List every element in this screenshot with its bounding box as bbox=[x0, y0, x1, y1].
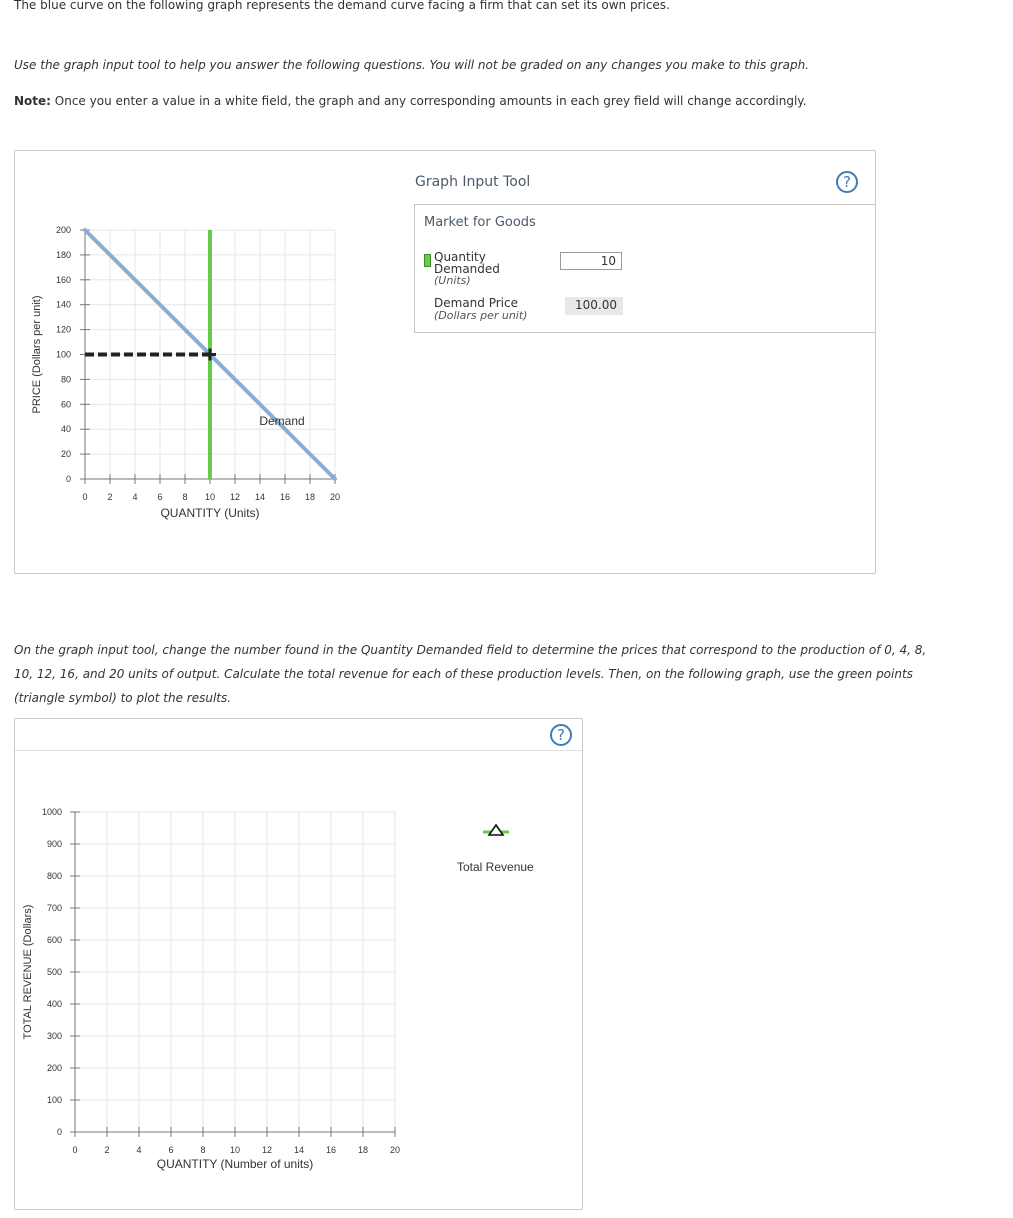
note-text bbox=[14, 94, 807, 108]
graph-input-tool-title: Graph Input Tool bbox=[415, 174, 531, 190]
demand-graph-panel bbox=[14, 150, 876, 574]
quantity-swatch bbox=[424, 254, 431, 267]
market-for-goods-box bbox=[414, 204, 876, 333]
y-tick-label: 400 bbox=[46, 999, 62, 1009]
x-tick-label: 18 bbox=[357, 1145, 369, 1155]
x-tick-label: 14 bbox=[254, 492, 266, 502]
y-tick-label: 1000 bbox=[41, 807, 62, 817]
demand-chart[interactable] bbox=[15, 151, 410, 561]
intro-text: The blue curve on the following graph represents the demand curve facing a firm that can set its own prices. bbox=[14, 0, 670, 12]
y-axis-label: TOTAL REVENUE (Dollars) bbox=[22, 904, 34, 1040]
total-revenue-tool-icon[interactable] bbox=[481, 823, 511, 839]
y-tick-label: 200 bbox=[55, 225, 71, 235]
y-tick-label: 700 bbox=[46, 903, 62, 913]
x-tick-label: 16 bbox=[279, 492, 291, 502]
question-text: On the graph input tool, change the number found in the Quantity Demanded field to determine the prices that correspond to the production of 0, 4, 8, 10, 12, 16, and 20 units of output. Calculate the total revenue for each of these production levels. Then, on the following graph, use the green points (triangle symbol) to plot the results. bbox=[14, 643, 927, 705]
x-axis-label: QUANTITY (Number of units) bbox=[156, 1157, 314, 1171]
x-tick-label: 12 bbox=[261, 1145, 273, 1155]
quantity-demanded-input[interactable] bbox=[560, 252, 622, 270]
x-tick-label: 4 bbox=[136, 1145, 142, 1155]
y-tick-label: 800 bbox=[46, 871, 62, 881]
x-tick-label: 14 bbox=[293, 1145, 305, 1155]
quantity-unit: (Units) bbox=[434, 274, 471, 287]
x-tick-label: 6 bbox=[168, 1145, 174, 1155]
x-tick-label: 4 bbox=[132, 492, 138, 502]
y-tick-label: 20 bbox=[60, 449, 71, 460]
x-tick-label: 0 bbox=[82, 492, 88, 502]
demand-price-label: Demand Price bbox=[434, 296, 518, 310]
y-tick-label: 100 bbox=[55, 349, 71, 360]
demand-price-unit: (Dollars per unit) bbox=[434, 309, 528, 322]
y-tick-label: 100 bbox=[46, 1095, 62, 1105]
quantity-label-line1: Quantity bbox=[434, 250, 486, 264]
x-tick-label: 16 bbox=[325, 1145, 337, 1155]
x-tick-label: 20 bbox=[389, 1145, 401, 1155]
total-revenue-label: Total Revenue bbox=[457, 860, 534, 874]
help-icon[interactable]: ? bbox=[550, 724, 572, 746]
x-tick-label: 2 bbox=[104, 1145, 110, 1155]
help-icon[interactable]: ? bbox=[836, 171, 858, 193]
y-tick-label: 200 bbox=[46, 1063, 62, 1073]
x-tick-label: 0 bbox=[72, 1145, 78, 1155]
market-title: Market for Goods bbox=[424, 215, 536, 230]
demand-curve-label: Demand bbox=[259, 414, 305, 429]
y-tick-label: 600 bbox=[46, 935, 62, 945]
y-tick-label: 300 bbox=[46, 1031, 62, 1041]
x-tick-label: 2 bbox=[107, 492, 113, 502]
x-tick-label: 12 bbox=[229, 492, 241, 502]
revenue-graph-panel bbox=[14, 718, 583, 1210]
y-tick-label: 140 bbox=[55, 299, 71, 310]
revenue-chart[interactable] bbox=[15, 719, 415, 1189]
x-axis-label: QUANTITY (Units) bbox=[160, 506, 260, 520]
x-tick-label: 20 bbox=[329, 492, 341, 502]
y-tick-label: 900 bbox=[46, 839, 62, 849]
y-tick-label: 0 bbox=[56, 1127, 62, 1137]
quantity-label-line2: Demanded bbox=[434, 262, 500, 276]
x-tick-label: 10 bbox=[229, 1145, 241, 1155]
y-tick-label: 40 bbox=[60, 424, 71, 435]
note-body: Once you enter a value in a white field, the graph and any corresponding amounts in each grey field will change accordingly. bbox=[50, 94, 807, 108]
y-tick-label: 180 bbox=[55, 249, 71, 260]
demand-price-value: 100.00 bbox=[565, 297, 623, 315]
y-axis-label: PRICE (Dollars per unit) bbox=[31, 295, 43, 414]
y-tick-label: 60 bbox=[60, 399, 71, 410]
x-tick-label: 10 bbox=[204, 492, 216, 502]
x-tick-label: 18 bbox=[304, 492, 316, 502]
triangle-icon bbox=[489, 825, 503, 835]
y-tick-label: 0 bbox=[65, 474, 71, 484]
instruction-text: Use the graph input tool to help you answer the following questions. You will not be graded on any changes you make to this graph. bbox=[14, 58, 809, 72]
x-tick-label: 6 bbox=[157, 492, 163, 502]
y-tick-label: 500 bbox=[46, 967, 62, 977]
y-tick-label: 80 bbox=[60, 374, 71, 385]
note-label: Note: bbox=[14, 94, 51, 108]
y-tick-label: 120 bbox=[55, 324, 71, 335]
x-tick-label: 8 bbox=[182, 492, 188, 502]
x-tick-label: 8 bbox=[200, 1145, 206, 1155]
y-tick-label: 160 bbox=[55, 274, 71, 285]
